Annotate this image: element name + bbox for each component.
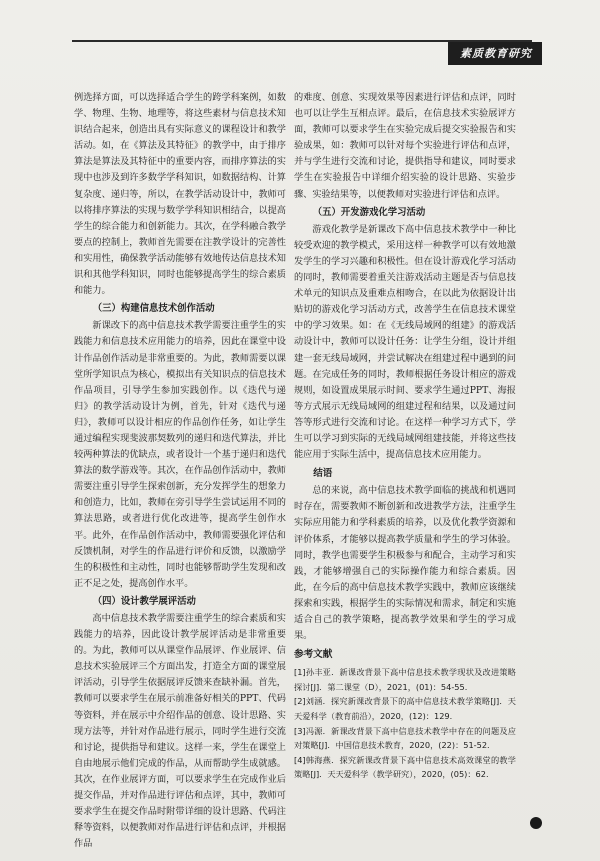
paragraph: 高中信息技术教学需要注重学生的综合素质和实践能力的培养，因此设计教学展评活动是非常重要的。为此，教师可以从课堂作品展评、作业展评、信息技术实验展评三个方面出发，打造全方面的课堂展评活动，引导学生依据展评反馈来查缺补漏。首先，教师可以要求学生在展示前准备好相关的PPT、代码等资料，并在展示中介绍作品的创意、设计思路、实现方法等，并针对作品进行展示，同时学生进行交流和讨论，提供指导和建议。这样一来，学生在课堂上自由地展示他们完成的作品，从而帮助学生成就感。其次，在作业展评方面，可以要求学生在完成作业后提交作品，并对作品进行评估和点评，其中，教师可要求学生在提交作品时附带详细的设计思路、代码注释等资料，以便教师对作品进行评估和点评，并根据作品 xyxy=(74,613,286,850)
references-list xyxy=(294,665,516,782)
journal-section-label: 素质教育研究 xyxy=(448,42,542,65)
section-heading: （三）构建信息技术创作活动 xyxy=(92,303,215,315)
paragraph: 例选择方面，可以选择适合学生的跨学科案例，如数学、物理、生物、地理等，将这些素材与信息技术知识结合起来，创造出具有实际意义的课程设计和教学活动。如，在《算法及其特征》的教学中，由于排序算法是算法及其特征中的重要内容，而排序算法的实现中也涉及到许多数学学科知识，如数据结构、计算复杂度、递归等，所以，在教学活动设计中，教师可以将排序算法的实现与数学学科知识相结合，以提高学生的综合能力和创新能力。其次，在学科融合教学要点的控制上，教师首先需要在注教学设计的完善性和实用性，确保教学活动能够有效地传达信息技术知识和其他学科知识，同时也能够提高学生的综合素质和能力。 xyxy=(74,92,286,297)
reference-item: [3]冯源．新课改背景下高中信息技术教学中存在的问题及应对策略[J]．中国信息技术教育，2020，(22)：51-52. xyxy=(294,725,516,751)
right-column xyxy=(294,90,516,782)
references-heading: 参考文献 xyxy=(294,649,333,661)
paragraph: 新课改下的高中信息技术教学需要注重学生的实践能力和信息技术应用能力的培养，因此在课堂中设计作品创作活动是非常重要的。为此，教师需要以课堂所学知识点为核心，模拟出有关知识点的信息技术作品项目，引导学生参加实践创作。以《迭代与递归》的教学活动设计为例，首先，针对《迭代与递归》，教师可以设计相应的作品创作任务，如让学生通过编程实现斐波那契数列的递归和迭代算法，并比较两种算法的优缺点，或者设计一个基于递归和迭代算法的数学游戏等。其次，在作品创作活动中，教师需要注重引导学生探索创新，充分发挥学生的想象力和创造力，比如，教师在旁引导学生尝试运用不同的算法思路，或者进行优化改进等，提高学生创作水平。此外，在作品创作活动中，教师需要强化评估和反馈机制，对学生的作品进行评价和反馈，以激励学生的积极性和主动性，同时也能够帮助学生发现和改正不足之处，提高创作水平。 xyxy=(74,320,286,589)
reference-item: [2]刘涵．探究新课改背景下的高中信息技术教学策略[J]．天天爱科学（教育前沿），2020，(12)：129. xyxy=(294,696,516,722)
section-heading: （四）设计教学展评活动 xyxy=(92,595,196,607)
paragraph: 游戏化教学是新课改下高中信息技术教学中一种比较受欢迎的教学模式，采用这样一种教学可以有效地激发学生的学习兴趣和积极性。但在设计游戏化学习活动的同时，教师需要着重关注游戏活动主题是否与信息技术单元的知识点及重难点相吻合，在以此为依据设计出贴切的游戏化学习活动方式，改善学生在信息技术课堂中的学习效果。如：在《无线局域网的组建》的游戏活动设计中，教师可以设计任务：让学生分组，设计并组建一套无线局域网，并尝试解决在组建过程中遇到的问题。在完成任务的同时，教师根据任务设计相应的游戏规则，如设置成果展示时间、要求学生通过PPT、海报等方式展示无线局域网的组建过程和结果，以及通过问答等形式进行交流和讨论。在这样一种学习方式下，学生可以学习到实际的无线局域网组建技能，并将这些技能应用于实际生活中，提高信息技术应用能力。 xyxy=(294,223,516,461)
section-heading: （五）开发游戏化学习活动 xyxy=(312,206,426,218)
reference-item: [1]孙丰亚．新课改背景下高中信息技术教学现状及改进策略探讨[J]．第二课堂（D），2021，(01)：54-55. xyxy=(294,667,516,692)
paragraph: 总的来说，高中信息技术教学面临的挑战和机遇同时存在，需要教师不断创新和改进教学方法，注重学生实际应用能力和学科素质的培养，以及优化教学资源和评价体系，才能够以提高教学质量和学生的学习体验。同时，教学也需要学生积极参与和配合，主动学习和实践，才能够增强自己的实际操作能力和综合素质。因此，在今后的高中信息技术教学实践中，教师应该继续探索和实践，根据学生的实际情况和需求，制定和实施适合自己的教学策略，提高教学效果和学生的学习成果。 xyxy=(294,485,516,642)
page-marker-dot xyxy=(530,817,542,829)
paragraph: 的难度、创意、实现效果等因素进行评估和点评，同时也可以让学生互相点评。最后，在信息技术实验展评方面，教师可以要求学生在实验完成后提交实验报告和实验成果，如：教师可以针对每个实验进行评估和点评，并与学生进行交流和讨论，提供指导和建议，同时要求学生在实验报告中详细介绍实验的设计思路、实验步骤、实验结果等，以便教师对实验进行评估和点评。 xyxy=(294,92,516,200)
conclusion-heading: 结语 xyxy=(313,468,333,480)
reference-item: [4]韩海燕．探究新课改背景下高中信息技术高效课堂的教学策略[J]．天天爱科学（教学研究），2020，(05)：62. xyxy=(294,754,516,780)
left-column xyxy=(74,90,286,852)
